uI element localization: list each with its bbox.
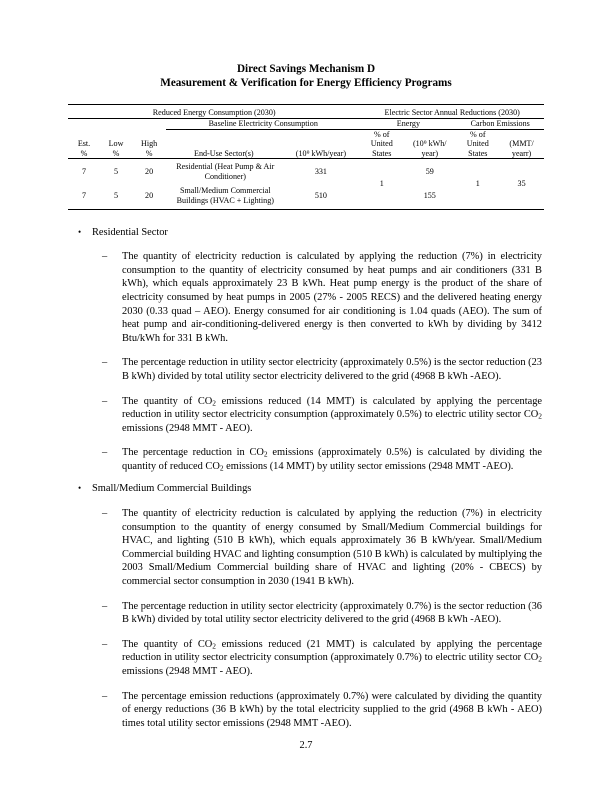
section-heading-label: Small/Medium Commercial Buildings (92, 483, 252, 495)
subscript: 2 (212, 641, 216, 651)
bullet-marker-icon: • (78, 226, 82, 237)
col-header-carbon-pct-us-line3: States (468, 148, 488, 158)
col-header-end-use-sector (166, 129, 281, 158)
savings-summary-table (68, 104, 544, 212)
page-title (68, 62, 544, 90)
section-bullet-item (68, 356, 544, 383)
cell-sector: Small/Medium Commercial Buildings (HVAC + Lighting) (176, 186, 274, 206)
cell-low: 5 (114, 166, 119, 176)
section-heading (68, 226, 544, 240)
bullet-text: The quantity of electricity reduction is calculated by applying the reduction (7%) in electricity consumption to the quantity of electricity consumed by heat pumps and air conditioners (331 B kWh), which equals approximately 23 B kWh. Heat pump energy is the product of the share of electricity consumed by heat pumps in 2005 (27% - 2005 RECS) and the delivered heating energy 2030 (0.33 quad – AEO). Energy consumed for air conditioning is 1.04 quads (AEO). The sum of heat pump and air-conditioning-delivered energy is then converted to kWh by dividing by 3412 Btu/kWh for 331 B kWh. (122, 251, 542, 344)
bullet-marker-icon: • (78, 483, 82, 494)
col-header-high (132, 129, 166, 158)
col-header-high-line1: High (141, 139, 158, 149)
cell-high: 20 (145, 166, 154, 176)
cell-carbon-mmt: 35 (517, 179, 526, 189)
title-line-1: Direct Savings Mechanism D (236, 63, 376, 75)
dash-marker-icon: – (102, 690, 108, 702)
col-header-baseline-units (281, 129, 360, 158)
col-header-carbon-units-line1: (MMT/ (509, 139, 534, 149)
col-header-baseline-units-label: (10⁹ kWh/year) (295, 148, 347, 158)
col-header-low-line2: % (112, 148, 120, 158)
page-number: 2.7 (299, 740, 313, 751)
table-bottom-rule (68, 209, 544, 213)
col-header-energy-pct-us-line3: States (372, 148, 392, 158)
bullet-text: The quantity of $CO_2$ emissions reduced (21 MMT) is calculated by applying the percentage reduction in utility sector electricity consumption (approximately 0.7%) to electric utility sector $CO_2$ emissions (2948 MMT - AEO). (122, 638, 542, 677)
bullet-text: The percentage reduction in $CO_2$ emissions (approximately 0.5%) is calculated by dividing the quantity of reduced $CO_2$ emissions (14 MMT) by utility sector emissions (2948 MMT -AEO). (122, 447, 542, 473)
section-heading (68, 482, 544, 496)
bullet-text: The percentage emission reductions (approximately 0.7%) were calculated by dividing the quantity of energy reductions (36 B kWh) by the total electricity supplied to the grid (4968 B kWh - AEO) times total utility sector emissions (2948 MMT -AEO). (122, 690, 542, 729)
cell-est: 7 (81, 166, 87, 176)
cell-energy-kwh: 59 (425, 166, 434, 176)
dash-marker-icon: – (102, 251, 108, 263)
section-bullet-item (68, 507, 544, 589)
bullet-text: The percentage reduction in utility sector electricity (approximately 0.5%) is the sector reduction (23 B kWh) divided by total utility sector electricity delivered to the grid (4968 B kWh -AEO). (122, 357, 542, 382)
col-header-carbon-pct-us (456, 129, 499, 158)
dash-marker-icon: – (102, 638, 108, 650)
cell-energy-kwh: 155 (423, 191, 436, 201)
table-column-header-row (68, 129, 544, 158)
col-header-est-line1: Est. (77, 139, 91, 149)
col-header-energy-units-line1: (10⁹ kWh/ (412, 139, 447, 149)
col-header-est-line2: % (80, 148, 88, 158)
dash-marker-icon: – (102, 447, 108, 459)
subgroup-spacer (68, 119, 166, 130)
col-header-carbon-pct-us-line1: % of (470, 129, 486, 139)
section-bullet-item (68, 690, 544, 731)
subscript: 2 (263, 449, 268, 459)
cell-high: 20 (145, 191, 154, 201)
subgroup-header-carbon: Carbon Emissions (456, 119, 544, 130)
col-header-energy-pct-us-line2: United (370, 139, 393, 149)
subgroup-header-energy: Energy (360, 119, 456, 130)
col-header-energy-pct-us (360, 129, 403, 158)
section-bullet-item (68, 395, 544, 436)
col-header-end-use-sector-label: End-Use Sector(s) (194, 148, 254, 158)
table-group-header-row (68, 108, 544, 118)
bullet-text: The percentage reduction in utility sector electricity (approximately 0.7%) is the sector reduction (36 B kWh) divided by total utility sector electricity delivered to the grid (4968 B kWh -AEO). (122, 600, 542, 626)
dash-marker-icon: – (102, 395, 108, 407)
bullet-text: The quantity of $CO_2$ emissions reduced (14 MMT) is calculated by applying the percentage reduction in utility sector electricity consumption (approximately 0.5%) to electric utility sector $CO_2$ emissions (2948 MMT - AEO). (122, 395, 542, 434)
section-bullet-item (68, 600, 544, 627)
dash-marker-icon: – (102, 600, 108, 612)
subscript: 2 (538, 411, 542, 421)
title-line-2: Measurement & Verification for Energy Efficiency Programs (160, 77, 452, 90)
cell-est: 7 (81, 191, 87, 201)
cell-sector: Residential (Heat Pump & Air Conditioner) (176, 161, 275, 181)
col-header-est (68, 129, 100, 158)
body-sections (68, 226, 544, 731)
table-row (68, 159, 544, 184)
table-subgroup-header-row (68, 119, 544, 130)
col-header-energy-units (403, 129, 456, 158)
subscript: 2 (212, 398, 216, 408)
col-header-carbon-pct-us-line2: United (466, 139, 489, 149)
col-header-low (100, 129, 132, 158)
section-bullet-item (68, 638, 544, 679)
section-heading-label: Residential Sector (92, 226, 168, 238)
col-header-energy-pct-us-line1: % of (373, 129, 390, 139)
cell-baseline-kwh: 331 (314, 166, 327, 176)
col-header-energy-units-line2: year) (421, 148, 439, 158)
cell-carbon-pct-us: 1 (475, 179, 480, 189)
cell-baseline-kwh: 510 (314, 191, 327, 201)
section-bullet-item (68, 446, 544, 473)
cell-energy-pct-us: 1 (379, 179, 384, 189)
dash-marker-icon: – (102, 508, 108, 520)
col-header-low-line1: Low (108, 139, 124, 149)
col-header-carbon-units-line2: yearr) (511, 148, 532, 158)
col-header-carbon-units (499, 129, 544, 158)
col-header-high-line2: % (145, 148, 153, 158)
cell-low: 5 (114, 191, 119, 201)
group-header-reduced-energy: Reduced Energy Consumption (2030) (68, 108, 360, 118)
bullet-text: The quantity of electricity reduction is calculated by applying the reduction (7%) in electricity consumption to the quantity of energy consumed by Small/Medium Commercial buildings for HVAC, and lighting (510 B kWh), which equals approximately 36 B kWh/year. Small/Medium Commercial building HVAC and lighting consumption (510 B kWh) is calculated by multiplying the 2003 Small/Medium Commercial building share of HVAC and lighting (20% - CBECS) by commercial sector consumption in 2030 (1941 B kWh). (122, 508, 542, 588)
subscript: 2 (219, 463, 224, 473)
subscript: 2 (538, 655, 542, 665)
dash-marker-icon: – (102, 357, 108, 369)
group-header-electric-sector: Electric Sector Annual Reductions (2030) (360, 108, 544, 118)
subgroup-header-baseline: Baseline Electricity Consumption (166, 119, 360, 130)
page-content (68, 62, 544, 730)
section-bullet-item (68, 250, 544, 345)
